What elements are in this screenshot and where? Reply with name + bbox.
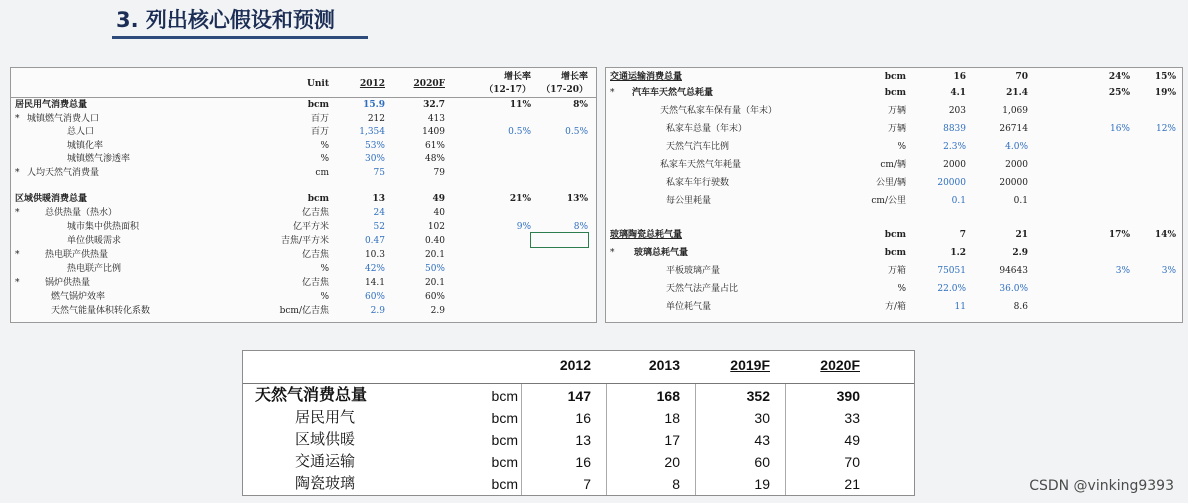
summary-row-label: 交通运输 — [295, 454, 356, 470]
row-unit: % — [320, 264, 329, 274]
summary-header-year: 2019F — [730, 357, 770, 373]
row-star: * — [610, 88, 615, 98]
row-value-2020f: 48% — [424, 154, 445, 164]
summary-row-value: 18 — [664, 410, 680, 426]
row-value-2020f: 50% — [424, 264, 445, 274]
summary-header-year: 2013 — [648, 357, 680, 373]
summary-row-unit: bcm — [491, 432, 518, 448]
row-unit: cm/辆 — [880, 160, 906, 170]
summary-row-unit: bcm — [491, 454, 518, 470]
row-value-2012: 75051 — [937, 266, 966, 276]
row-value-2012: 30% — [364, 154, 385, 164]
summary-row-value: 49 — [844, 432, 860, 448]
row-value-2012: 7 — [959, 230, 966, 240]
row-label: 城镇燃气渗透率 — [67, 154, 131, 164]
summary-row-value: 70 — [844, 454, 860, 470]
row-value-2012: 203 — [948, 106, 966, 116]
row-growth-17-20: 8% — [573, 222, 588, 232]
row-value-2012: 212 — [367, 114, 385, 124]
row-growth-17-20: 0.5% — [565, 127, 588, 137]
header-growth-2: 增长率 — [560, 72, 588, 82]
row-unit: % — [320, 154, 329, 164]
row-growth-12-17: 9% — [516, 222, 531, 232]
row-unit: cm — [315, 168, 329, 178]
summary-row-value: 33 — [844, 410, 860, 426]
row-label: 汽车车天然气总耗量 — [632, 88, 714, 98]
row-label: 锅炉供热量 — [45, 278, 91, 288]
row-unit: 亿吉焦 — [301, 278, 329, 288]
row-label: 平板玻璃产量 — [666, 266, 721, 276]
row-growth-17-20: 8% — [573, 100, 588, 110]
summary-row-value: 352 — [746, 388, 770, 404]
row-value-2020f: 2.9 — [430, 306, 445, 316]
row-label: 城市集中供热面积 — [67, 222, 140, 232]
row-label: 天然气能量体积转化系数 — [51, 306, 151, 316]
header-2020f: 2020F — [413, 79, 445, 89]
summary-row-value: 30 — [754, 410, 770, 426]
row-unit: % — [897, 142, 906, 152]
row-label: 单位供暖需求 — [67, 236, 122, 246]
row-label: 私家车年行驶数 — [666, 178, 730, 188]
header-2012: 2012 — [359, 79, 385, 89]
summary-row-value: 147 — [567, 388, 591, 404]
row-value-2020f: 413 — [427, 114, 445, 124]
summary-table — [242, 350, 915, 496]
summary-row-label: 天然气消费总量 — [255, 387, 368, 404]
row-value-2012: 8839 — [943, 124, 966, 134]
row-value-2020f: 21 — [1015, 230, 1028, 240]
row-unit: bcm — [307, 100, 329, 110]
row-value-2020f: 20000 — [999, 178, 1028, 188]
summary-header-year: 2012 — [559, 357, 591, 373]
row-growth-17-20: 13% — [566, 194, 588, 204]
row-value-2020f: 0.40 — [424, 236, 445, 246]
row-value-2012: 75 — [373, 168, 385, 178]
row-label: 城镇燃气消费人口 — [27, 114, 100, 124]
summary-row-value: 19 — [754, 476, 770, 492]
row-value-2012: 53% — [364, 141, 385, 151]
row-value-2012: 0.1 — [951, 196, 966, 206]
row-value-2020f: 60% — [424, 292, 445, 302]
row-unit: 百万 — [310, 114, 329, 124]
row-unit: 亿吉焦 — [301, 208, 329, 218]
row-value-2020f: 70 — [1015, 72, 1028, 82]
row-value-2020f: 26714 — [999, 124, 1028, 134]
row-unit: 万辆 — [887, 106, 906, 116]
row-growth-12-17: 0.5% — [508, 127, 531, 137]
row-star: * — [15, 168, 20, 178]
row-label: 每公里耗量 — [666, 196, 712, 206]
slide-title: 3. 列出核心假设和预测 — [116, 8, 335, 32]
row-value-2012: 13 — [372, 194, 385, 204]
row-unit: 亿平方米 — [292, 222, 329, 232]
row-label: 区域供暖消费总量 — [15, 194, 88, 204]
summary-row-value: 168 — [656, 388, 680, 404]
summary-column-divider — [695, 384, 696, 495]
row-label: 天然气法产量占比 — [666, 284, 739, 294]
summary-row-value: 21 — [844, 476, 860, 492]
row-label: 天然气汽车比例 — [666, 142, 730, 152]
row-value-2020f: 94643 — [999, 266, 1028, 276]
row-label: 玻璃陶瓷总耗气量 — [610, 230, 683, 240]
row-unit: 公里/辆 — [875, 178, 906, 188]
row-value-2012: 22.0% — [937, 284, 966, 294]
row-unit: bcm — [307, 194, 329, 204]
row-growth-17-20: 15% — [1154, 72, 1176, 82]
summary-row-value: 60 — [754, 454, 770, 470]
row-label: 城镇化率 — [67, 141, 104, 151]
summary-header-year: 2020F — [820, 357, 860, 373]
summary-row-label: 陶瓷玻璃 — [295, 476, 356, 492]
row-unit: 百万 — [310, 127, 329, 137]
row-label: 总人口 — [67, 127, 95, 137]
header-unit: Unit — [307, 79, 329, 89]
summary-row-value: 17 — [664, 432, 680, 448]
header-divider — [11, 97, 596, 98]
row-value-2012: 2.3% — [943, 142, 966, 152]
row-label: 天然气私家车保有量（年末） — [660, 106, 778, 116]
row-value-2020f: 21.4 — [1006, 88, 1028, 98]
selected-cell[interactable] — [530, 232, 589, 248]
row-label: 人均天然气消费量 — [27, 168, 100, 178]
row-growth-12-17: 11% — [509, 100, 531, 110]
row-value-2012: 0.47 — [364, 236, 385, 246]
title-underline — [112, 36, 368, 39]
csdn-watermark: CSDN @vinking9393 — [1029, 478, 1174, 494]
row-star: * — [15, 250, 20, 260]
row-value-2020f: 0.1 — [1013, 196, 1028, 206]
row-unit: % — [320, 141, 329, 151]
row-value-2020f: 2000 — [1005, 160, 1028, 170]
row-value-2020f: 32.7 — [423, 100, 445, 110]
row-unit: bcm/亿吉焦 — [279, 306, 329, 316]
row-growth-17-20: 12% — [1155, 124, 1176, 134]
row-value-2020f: 49 — [432, 194, 445, 204]
row-growth-12-17: 21% — [509, 194, 531, 204]
row-value-2012: 4.1 — [950, 88, 966, 98]
summary-column-divider — [606, 384, 607, 495]
row-unit: 万箱 — [887, 266, 906, 276]
row-unit: bcm — [884, 230, 906, 240]
summary-row-value: 16 — [575, 410, 591, 426]
row-unit: 万辆 — [887, 124, 906, 134]
row-unit: 吉焦/平方米 — [280, 236, 329, 246]
summary-row-unit: bcm — [491, 410, 518, 426]
header-growth-1-period: （12-17） — [484, 85, 531, 95]
summary-column-divider — [785, 384, 786, 495]
row-growth-12-17: 17% — [1108, 230, 1130, 240]
row-star: * — [15, 278, 20, 288]
summary-row-value: 7 — [583, 476, 591, 492]
row-value-2012: 52 — [373, 222, 385, 232]
row-value-2020f: 40 — [433, 208, 445, 218]
row-label: 燃气锅炉效率 — [51, 292, 106, 302]
row-value-2020f: 1,069 — [1002, 106, 1028, 116]
row-label: 玻璃总耗气量 — [634, 248, 689, 258]
row-unit: 亿吉焦 — [301, 250, 329, 260]
row-value-2012: 10.3 — [364, 250, 385, 260]
summary-row-value: 20 — [664, 454, 680, 470]
row-growth-12-17: 16% — [1109, 124, 1130, 134]
row-value-2012: 11 — [954, 302, 966, 312]
summary-header-divider — [243, 383, 914, 384]
summary-row-value: 43 — [754, 432, 770, 448]
row-value-2012: 2.9 — [370, 306, 385, 316]
summary-column-divider — [521, 384, 522, 495]
header-growth-2-period: （17-20） — [541, 85, 588, 95]
row-value-2020f: 36.0% — [999, 284, 1028, 294]
row-label: 热电联产供热量 — [45, 250, 109, 260]
header-growth-1: 增长率 — [503, 72, 531, 82]
row-value-2020f: 102 — [427, 222, 445, 232]
row-label: 交通运输消费总量 — [610, 72, 683, 82]
row-label: 单位耗气量 — [666, 302, 712, 312]
row-value-2012: 14.1 — [364, 278, 385, 288]
summary-row-label: 区域供暖 — [295, 432, 356, 448]
row-value-2020f: 20.1 — [424, 250, 445, 260]
row-value-2012: 42% — [364, 264, 385, 274]
row-value-2020f: 8.6 — [1013, 302, 1028, 312]
row-growth-17-20: 19% — [1154, 88, 1176, 98]
row-value-2012: 20000 — [937, 178, 966, 188]
row-unit: bcm — [884, 72, 906, 82]
row-star: * — [15, 208, 20, 218]
row-growth-17-20: 3% — [1161, 266, 1176, 276]
row-growth-12-17: 25% — [1108, 88, 1130, 98]
row-label: 私家车天然气年耗量 — [660, 160, 742, 170]
row-value-2020f: 20.1 — [424, 278, 445, 288]
row-unit: % — [320, 292, 329, 302]
residential-heating-table — [10, 67, 597, 323]
summary-row-unit: bcm — [491, 476, 518, 492]
row-growth-12-17: 24% — [1108, 72, 1130, 82]
row-label: 热电联产比例 — [67, 264, 122, 274]
row-value-2012: 60% — [364, 292, 385, 302]
row-label: 居民用气消费总量 — [15, 100, 88, 110]
row-label: 私家车总量（年末） — [666, 124, 748, 134]
summary-row-value: 13 — [575, 432, 591, 448]
row-value-2012: 15.9 — [363, 100, 385, 110]
row-unit: 方/箱 — [884, 302, 906, 312]
row-growth-17-20: 14% — [1154, 230, 1176, 240]
row-value-2012: 1,354 — [359, 127, 385, 137]
row-value-2012: 16 — [953, 72, 966, 82]
row-value-2020f: 61% — [424, 141, 445, 151]
row-star: * — [610, 248, 615, 258]
row-unit: bcm — [884, 88, 906, 98]
summary-row-unit: bcm — [491, 388, 518, 404]
row-value-2012: 1.2 — [950, 248, 966, 258]
row-label: 总供热量（热水） — [45, 208, 118, 218]
row-unit: bcm — [884, 248, 906, 258]
row-unit: % — [897, 284, 906, 294]
summary-row-value: 390 — [836, 388, 860, 404]
row-star: * — [15, 114, 20, 124]
row-value-2012: 2000 — [943, 160, 966, 170]
row-value-2020f: 4.0% — [1005, 142, 1028, 152]
row-value-2020f: 1409 — [422, 127, 445, 137]
transport-glass-table — [605, 67, 1183, 323]
row-value-2020f: 2.9 — [1012, 248, 1028, 258]
summary-row-label: 居民用气 — [295, 410, 356, 426]
row-value-2020f: 79 — [433, 168, 445, 178]
row-unit: cm/公里 — [871, 196, 906, 206]
summary-row-value: 8 — [672, 476, 680, 492]
row-value-2012: 24 — [373, 208, 385, 218]
summary-row-value: 16 — [575, 454, 591, 470]
row-growth-12-17: 3% — [1115, 266, 1130, 276]
